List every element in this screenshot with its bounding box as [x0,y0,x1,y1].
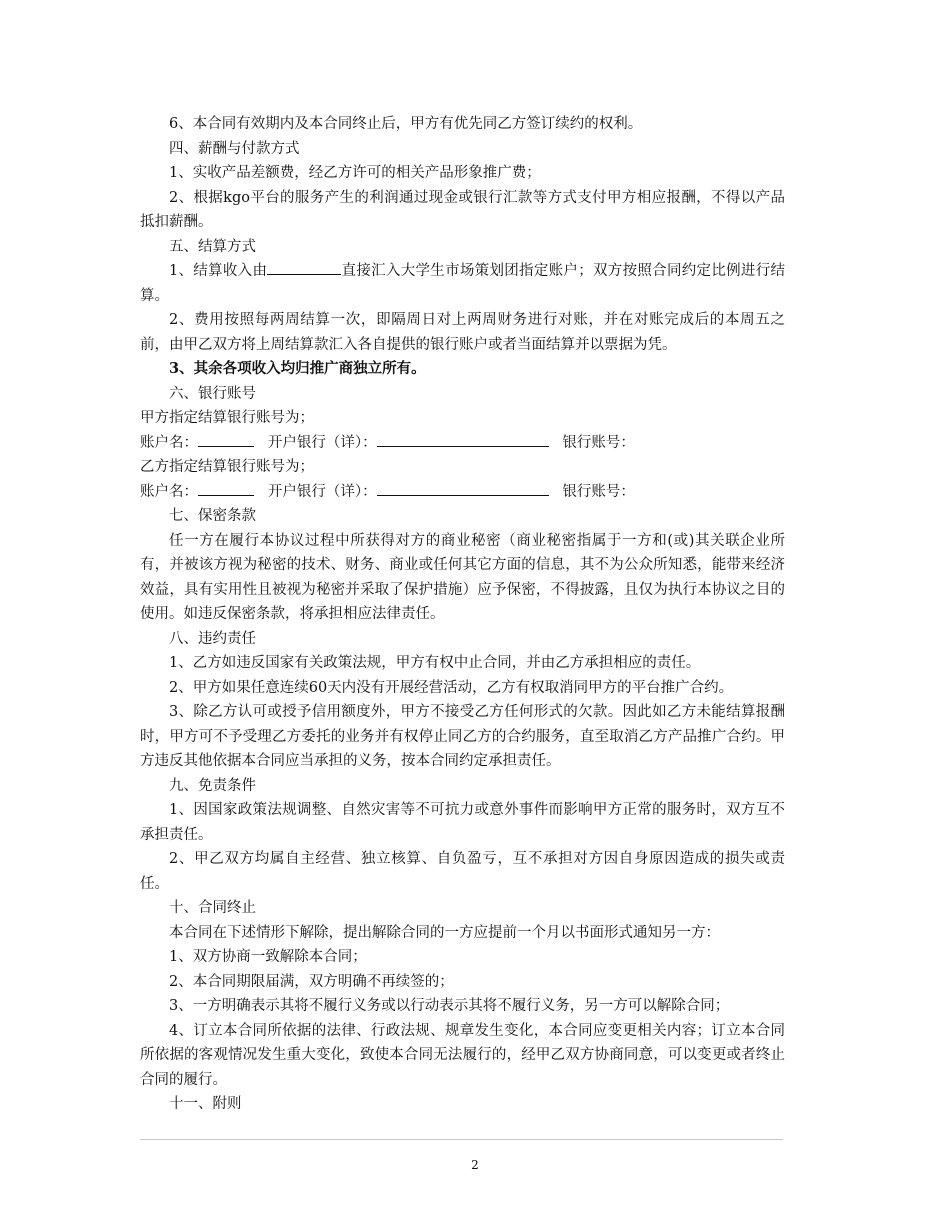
clause-text [140,259,785,308]
blank-line [377,480,549,496]
section-heading: 十、合同终止 [169,900,256,916]
account-no-label: 银行账号： [562,434,635,451]
clause-text: 6、本合同有效期内及本合同终止后，甲方有优先同乙方签订续约的权利。 [169,116,643,132]
clause-text: 4、订立本合同所依据的法律、行政法规、规章发生变化，本合同应变更相关内容；订立本合同所依据的客观情况发生重大变化，致使本合同无法履行的，经甲乙双方协商同意，可以变更或者终止合同的履行。 [140,1022,785,1088]
clause-text: 1、双方协商一致解除本合同； [169,949,367,965]
bank-detail-label: 开户银行（详）： [267,434,377,451]
account-no-label: 银行账号： [562,483,635,500]
clause-text: 2、本合同期限届满，双方明确不再续签的； [169,973,454,990]
bank-title-b: 乙方指定结算银行账号为； [140,459,314,475]
clause-text: 2、费用按照每两周结算一次，即隔周日对上两周财务进行对账，并在对账完成后的本周五之前，由甲乙双方将上周结算款汇入各自提供的银行账户或者当面结算并以票据为凭。 [140,312,785,353]
clause-text: 2、甲方如果任意连续60天内没有开展经营活动，乙方有权取消同甲方的平台推广合约。 [169,679,734,696]
clause-text: 1、因国家政策法规调整、自然灾害等不可抗力或意外事件而影响甲方正常的服务时，双方互不承担责任。 [140,802,785,843]
clause-text-bold: 3、其余各项收入均归推广商独立所有。 [169,360,426,377]
clause-text: 3、一方明确表示其将不履行义务或以行动表示其将不履行义务，另一方可以解除合同； [169,998,730,1014]
section-heading: 五、结算方式 [169,238,256,255]
clause-text: 1、乙方如违反国家有关政策法规，甲方有权中止合同，并由乙方承担相应的责任。 [169,655,701,671]
section-heading: 四、薪酬与付款方式 [169,140,300,157]
section-heading: 九、免责条件 [169,777,256,794]
clause-text: 3、除乙方认可或授予信用额度外，甲方不接受乙方任何形式的欠款。因此如乙方未能结算报酬时，甲方可不予受理乙方委托的业务并有权停止同乙方的合约服务，直至取消乙方产品推广合约。甲方违反其他依据本合同应当承担的义务，按本合同约定承担责任。 [140,704,785,769]
bank-detail-label: 开户银行（详）： [267,483,377,500]
clause-text: 2、根据kgo平台的服务产生的利润通过现金或银行汇款等方式支付甲方相应报酬，不得以产品抵扣薪酬。 [140,189,785,230]
bank-line-a [140,431,785,456]
blank-line [377,431,549,447]
clause-text-part: 直接汇入大学生市场策划团指定账户；双方按照合同约定比例进行结算。 [140,263,785,304]
account-name-label: 账户名： [140,483,198,500]
bank-line-b [140,480,785,505]
clause-text: 任一方在履行本协议过程中所获得对方的商业秘密（商业秘密指属于一方和(或)其关联企业所有，并被该方视为秘密的技术、财务、商业或任何其它方面的信息，其不为公众所知悉，能带来经济效益，具有实用性且被视为秘密并采取了保护措施）应予保密，不得披露，且仅为执行本协议之目的使用。如违反保密条款，将承担相应法律责任。 [140,532,785,622]
clause-text: 本合同在下述情形下解除，提出解除合同的一方应提前一个月以书面形式通知另一方： [169,924,720,941]
blank-line [198,431,254,447]
bank-title-a: 甲方指定结算银行账号为； [140,410,314,426]
section-heading: 七、保密条款 [169,508,256,524]
clause-text: 2、甲乙双方均属自主经营、独立核算、自负盈亏，互不承担对方因自身原因造成的损失或责任。 [140,851,785,892]
document-page [140,112,785,1117]
clause-text: 1、实收产品差额费，经乙方许可的相关产品形象推广费； [169,165,541,181]
section-heading: 六、银行账号 [169,385,256,402]
section-heading: 八、违约责任 [169,630,256,647]
page-number: 2 [471,1158,479,1172]
section-heading: 十一、附则 [169,1096,242,1112]
blank-line [198,480,254,496]
clause-text-part: 1、结算收入由 [169,263,268,279]
footer-divider [140,1139,783,1140]
blank-line [267,259,341,275]
account-name-label: 账户名： [140,434,198,451]
